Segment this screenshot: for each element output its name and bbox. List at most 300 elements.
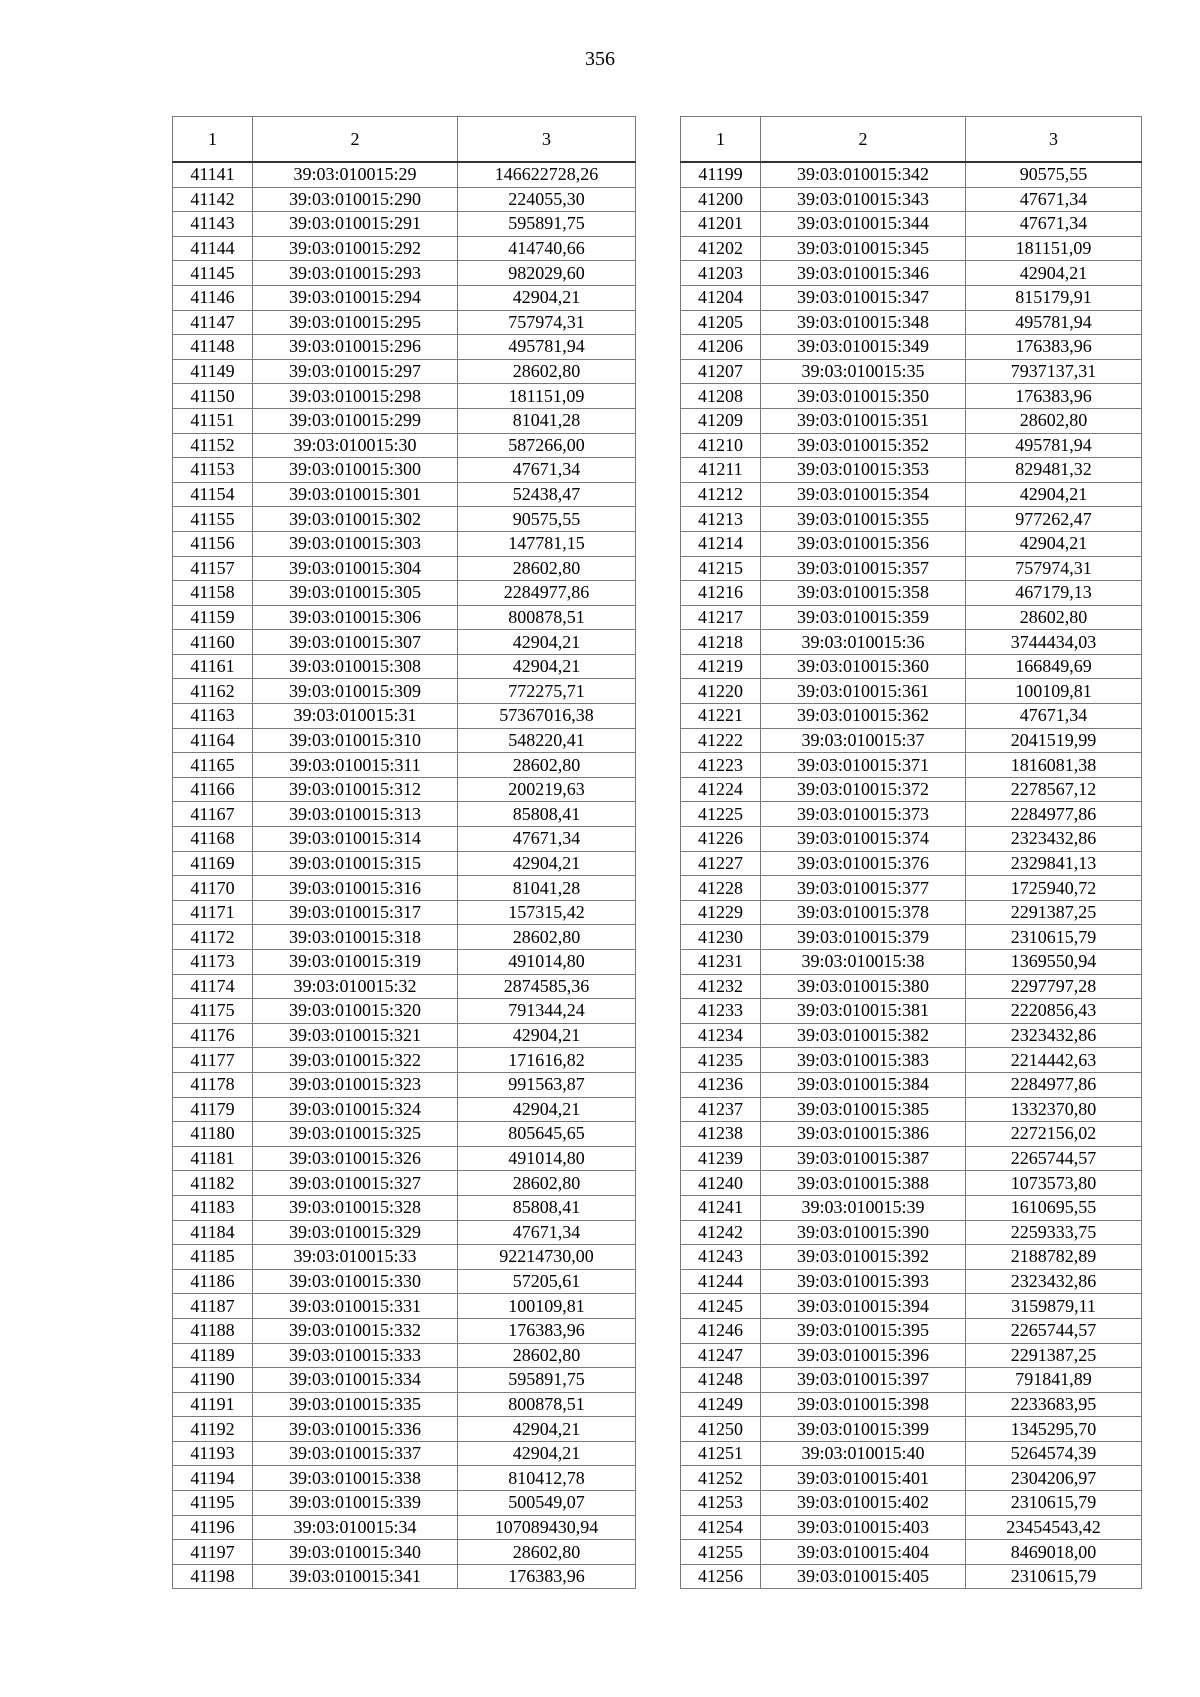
row-number: 41227 — [681, 851, 761, 876]
table-row — [681, 408, 1142, 433]
row-number: 41158 — [173, 581, 253, 606]
table-row — [681, 1097, 1142, 1122]
cadastral-value: 2304206,97 — [966, 1466, 1142, 1491]
cadastral-number: 39:03:010015:319 — [253, 950, 458, 975]
cadastral-value: 587266,00 — [458, 433, 636, 458]
row-number: 41239 — [681, 1146, 761, 1171]
cadastral-number: 39:03:010015:304 — [253, 556, 458, 581]
cadastral-number: 39:03:010015:377 — [761, 876, 966, 901]
cadastral-number: 39:03:010015:381 — [761, 999, 966, 1024]
table-row — [681, 802, 1142, 827]
cadastral-number: 39:03:010015:300 — [253, 458, 458, 483]
row-number: 41222 — [681, 728, 761, 753]
cadastral-number: 39:03:010015:371 — [761, 753, 966, 778]
cadastral-number: 39:03:010015:39 — [761, 1195, 966, 1220]
row-number: 41219 — [681, 654, 761, 679]
row-number: 41212 — [681, 482, 761, 507]
column-header: 1 — [173, 117, 253, 163]
table-row — [173, 950, 636, 975]
cadastral-value: 176383,96 — [458, 1564, 636, 1589]
cadastral-value: 2265744,57 — [966, 1318, 1142, 1343]
cadastral-value: 2310615,79 — [966, 1491, 1142, 1516]
table-row — [173, 704, 636, 729]
cadastral-value: 107089430,94 — [458, 1515, 636, 1540]
row-number: 41254 — [681, 1515, 761, 1540]
cadastral-value: 28602,80 — [458, 925, 636, 950]
table-row — [173, 1540, 636, 1565]
cadastral-number: 39:03:010015:405 — [761, 1564, 966, 1589]
cadastral-number: 39:03:010015:322 — [253, 1048, 458, 1073]
cadastral-value: 100109,81 — [966, 679, 1142, 704]
cadastral-number: 39:03:010015:312 — [253, 777, 458, 802]
table-row — [173, 335, 636, 360]
cadastral-value: 800878,51 — [458, 605, 636, 630]
cadastral-value: 181151,09 — [966, 236, 1142, 261]
row-number: 41201 — [681, 212, 761, 237]
column-header: 1 — [681, 117, 761, 163]
cadastral-value: 495781,94 — [458, 335, 636, 360]
row-number: 41184 — [173, 1220, 253, 1245]
cadastral-value: 81041,28 — [458, 876, 636, 901]
row-number: 41207 — [681, 359, 761, 384]
row-number: 41151 — [173, 408, 253, 433]
row-number: 41166 — [173, 777, 253, 802]
cadastral-number: 39:03:010015:33 — [253, 1245, 458, 1270]
row-number: 41185 — [173, 1245, 253, 1270]
table-row — [173, 974, 636, 999]
cadastral-value: 42904,21 — [458, 654, 636, 679]
cadastral-number: 39:03:010015:383 — [761, 1048, 966, 1073]
cadastral-number: 39:03:010015:374 — [761, 827, 966, 852]
row-number: 41173 — [173, 950, 253, 975]
row-number: 41249 — [681, 1392, 761, 1417]
row-number: 41215 — [681, 556, 761, 581]
table-row — [681, 999, 1142, 1024]
cadastral-value: 1345295,70 — [966, 1417, 1142, 1442]
table-row — [681, 900, 1142, 925]
cadastral-value: 47671,34 — [458, 827, 636, 852]
cadastral-number: 39:03:010015:348 — [761, 310, 966, 335]
cadastral-value: 2323432,86 — [966, 1269, 1142, 1294]
row-number: 41162 — [173, 679, 253, 704]
cadastral-number: 39:03:010015:34 — [253, 1515, 458, 1540]
row-number: 41236 — [681, 1072, 761, 1097]
cadastral-value: 2297797,28 — [966, 974, 1142, 999]
cadastral-number: 39:03:010015:328 — [253, 1195, 458, 1220]
table-row — [681, 925, 1142, 950]
table-row — [173, 1245, 636, 1270]
cadastral-number: 39:03:010015:298 — [253, 384, 458, 409]
cadastral-value: 28602,80 — [458, 1540, 636, 1565]
row-number: 41256 — [681, 1564, 761, 1589]
cadastral-value: 57367016,38 — [458, 704, 636, 729]
table-row — [173, 1564, 636, 1589]
table-row — [681, 704, 1142, 729]
cadastral-value: 467179,13 — [966, 581, 1142, 606]
table-row — [681, 1318, 1142, 1343]
table-row — [173, 162, 636, 187]
table-row — [173, 581, 636, 606]
row-number: 41143 — [173, 212, 253, 237]
table-row — [681, 1368, 1142, 1393]
cadastral-number: 39:03:010015:384 — [761, 1072, 966, 1097]
cadastral-value: 2214442,63 — [966, 1048, 1142, 1073]
table-row — [173, 1466, 636, 1491]
cadastral-number: 39:03:010015:338 — [253, 1466, 458, 1491]
row-number: 41255 — [681, 1540, 761, 1565]
cadastral-number: 39:03:010015:392 — [761, 1245, 966, 1270]
table-row — [681, 728, 1142, 753]
cadastral-number: 39:03:010015:314 — [253, 827, 458, 852]
cadastral-value: 1610695,55 — [966, 1195, 1142, 1220]
row-number: 41218 — [681, 630, 761, 655]
cadastral-value: 5264574,39 — [966, 1441, 1142, 1466]
cadastral-value: 100109,81 — [458, 1294, 636, 1319]
cadastral-value: 2220856,43 — [966, 999, 1142, 1024]
table-row — [173, 1195, 636, 1220]
table-row — [173, 1392, 636, 1417]
cadastral-number: 39:03:010015:324 — [253, 1097, 458, 1122]
cadastral-number: 39:03:010015:386 — [761, 1122, 966, 1147]
cadastral-number: 39:03:010015:325 — [253, 1122, 458, 1147]
row-number: 41196 — [173, 1515, 253, 1540]
table-row — [173, 482, 636, 507]
cadastral-value: 42904,21 — [458, 285, 636, 310]
table-row — [681, 679, 1142, 704]
row-number: 41147 — [173, 310, 253, 335]
cadastral-value: 157315,42 — [458, 900, 636, 925]
cadastral-number: 39:03:010015:396 — [761, 1343, 966, 1368]
table-row — [681, 1417, 1142, 1442]
cadastral-number: 39:03:010015:333 — [253, 1343, 458, 1368]
table-row — [681, 1171, 1142, 1196]
row-number: 41234 — [681, 1023, 761, 1048]
table-row — [173, 1048, 636, 1073]
table-row — [681, 359, 1142, 384]
cadastral-value: 491014,80 — [458, 950, 636, 975]
cadastral-value: 42904,21 — [458, 1097, 636, 1122]
cadastral-number: 39:03:010015:356 — [761, 531, 966, 556]
cadastral-value: 829481,32 — [966, 458, 1142, 483]
cadastral-value: 1369550,94 — [966, 950, 1142, 975]
row-number: 41203 — [681, 261, 761, 286]
row-number: 41157 — [173, 556, 253, 581]
row-number: 41154 — [173, 482, 253, 507]
table-row — [173, 851, 636, 876]
row-number: 41205 — [681, 310, 761, 335]
table-row — [681, 1564, 1142, 1589]
row-number: 41198 — [173, 1564, 253, 1589]
row-number: 41187 — [173, 1294, 253, 1319]
table-row — [681, 556, 1142, 581]
cadastral-number: 39:03:010015:387 — [761, 1146, 966, 1171]
table-row — [681, 851, 1142, 876]
table-row — [173, 187, 636, 212]
cadastral-value: 166849,69 — [966, 654, 1142, 679]
cadastral-number: 39:03:010015:35 — [761, 359, 966, 384]
cadastral-number: 39:03:010015:38 — [761, 950, 966, 975]
cadastral-value: 810412,78 — [458, 1466, 636, 1491]
cadastral-number: 39:03:010015:341 — [253, 1564, 458, 1589]
cadastral-number: 39:03:010015:399 — [761, 1417, 966, 1442]
row-number: 41186 — [173, 1269, 253, 1294]
row-number: 41191 — [173, 1392, 253, 1417]
table-row — [173, 1515, 636, 1540]
table-row — [681, 1048, 1142, 1073]
cadastral-value: 991563,87 — [458, 1072, 636, 1097]
row-number: 41242 — [681, 1220, 761, 1245]
cadastral-number: 39:03:010015:390 — [761, 1220, 966, 1245]
cadastral-value: 171616,82 — [458, 1048, 636, 1073]
table-row — [173, 999, 636, 1024]
row-number: 41202 — [681, 236, 761, 261]
row-number: 41228 — [681, 876, 761, 901]
cadastral-value: 791344,24 — [458, 999, 636, 1024]
table-row — [173, 827, 636, 852]
table-row — [173, 531, 636, 556]
table-row — [681, 1245, 1142, 1270]
row-number: 41144 — [173, 236, 253, 261]
row-number: 41150 — [173, 384, 253, 409]
row-number: 41229 — [681, 900, 761, 925]
row-number: 41199 — [681, 162, 761, 187]
cadastral-number: 39:03:010015:351 — [761, 408, 966, 433]
cadastral-number: 39:03:010015:29 — [253, 162, 458, 187]
cadastral-number: 39:03:010015:293 — [253, 261, 458, 286]
cadastral-number: 39:03:010015:342 — [761, 162, 966, 187]
cadastral-number: 39:03:010015:353 — [761, 458, 966, 483]
table-row — [173, 605, 636, 630]
cadastral-number: 39:03:010015:294 — [253, 285, 458, 310]
cadastral-number: 39:03:010015:395 — [761, 1318, 966, 1343]
row-number: 41197 — [173, 1540, 253, 1565]
cadastral-number: 39:03:010015:345 — [761, 236, 966, 261]
row-number: 41245 — [681, 1294, 761, 1319]
row-number: 41235 — [681, 1048, 761, 1073]
cadastral-number: 39:03:010015:37 — [761, 728, 966, 753]
row-number: 41217 — [681, 605, 761, 630]
table-row — [681, 1195, 1142, 1220]
cadastral-value: 47671,34 — [458, 1220, 636, 1245]
cadastral-number: 39:03:010015:401 — [761, 1466, 966, 1491]
cadastral-number: 39:03:010015:31 — [253, 704, 458, 729]
cadastral-number: 39:03:010015:340 — [253, 1540, 458, 1565]
cadastral-value: 28602,80 — [458, 753, 636, 778]
table-row — [681, 433, 1142, 458]
table-row — [681, 1466, 1142, 1491]
cadastral-number: 39:03:010015:339 — [253, 1491, 458, 1516]
row-number: 41178 — [173, 1072, 253, 1097]
table-row — [681, 1072, 1142, 1097]
table-row — [173, 1417, 636, 1442]
cadastral-value: 47671,34 — [966, 187, 1142, 212]
row-number: 41142 — [173, 187, 253, 212]
table-row — [173, 728, 636, 753]
row-number: 41152 — [173, 433, 253, 458]
cadastral-value: 28602,80 — [966, 408, 1142, 433]
table-row — [681, 1220, 1142, 1245]
table-row — [681, 1343, 1142, 1368]
header-row — [681, 117, 1142, 163]
cadastral-number: 39:03:010015:336 — [253, 1417, 458, 1442]
cadastral-value: 92214730,00 — [458, 1245, 636, 1270]
table-row — [681, 581, 1142, 606]
cadastral-number: 39:03:010015:354 — [761, 482, 966, 507]
table-row — [173, 236, 636, 261]
row-number: 41208 — [681, 384, 761, 409]
row-number: 41182 — [173, 1171, 253, 1196]
table-row — [173, 1023, 636, 1048]
cadastral-number: 39:03:010015:334 — [253, 1368, 458, 1393]
cadastral-value: 2233683,95 — [966, 1392, 1142, 1417]
table-row — [681, 261, 1142, 286]
cadastral-value: 757974,31 — [966, 556, 1142, 581]
table-row — [681, 1269, 1142, 1294]
cadastral-value: 81041,28 — [458, 408, 636, 433]
row-number: 41206 — [681, 335, 761, 360]
cadastral-number: 39:03:010015:32 — [253, 974, 458, 999]
row-number: 41221 — [681, 704, 761, 729]
cadastral-number: 39:03:010015:355 — [761, 507, 966, 532]
cadastral-number: 39:03:010015:361 — [761, 679, 966, 704]
table-row — [681, 482, 1142, 507]
cadastral-value: 42904,21 — [458, 1417, 636, 1442]
row-number: 41209 — [681, 408, 761, 433]
cadastral-number: 39:03:010015:316 — [253, 876, 458, 901]
table-row — [681, 1122, 1142, 1147]
row-number: 41240 — [681, 1171, 761, 1196]
cadastral-value: 42904,21 — [966, 482, 1142, 507]
table-row — [173, 900, 636, 925]
table-row — [173, 630, 636, 655]
row-number: 41155 — [173, 507, 253, 532]
cadastral-value: 495781,94 — [966, 433, 1142, 458]
table-row — [173, 802, 636, 827]
table-row — [173, 1491, 636, 1516]
table-row — [681, 950, 1142, 975]
cadastral-value: 147781,15 — [458, 531, 636, 556]
cadastral-number: 39:03:010015:385 — [761, 1097, 966, 1122]
cadastral-value: 42904,21 — [458, 630, 636, 655]
table-row — [173, 1072, 636, 1097]
cadastral-value: 90575,55 — [966, 162, 1142, 187]
table-row — [173, 1368, 636, 1393]
row-number: 41220 — [681, 679, 761, 704]
table-row — [173, 433, 636, 458]
cadastral-number: 39:03:010015:307 — [253, 630, 458, 655]
column-header: 2 — [761, 117, 966, 163]
table-row — [681, 285, 1142, 310]
cadastral-value: 176383,96 — [458, 1318, 636, 1343]
cadastral-value: 8469018,00 — [966, 1540, 1142, 1565]
cadastral-number: 39:03:010015:297 — [253, 359, 458, 384]
cadastral-number: 39:03:010015:299 — [253, 408, 458, 433]
cadastral-value: 28602,80 — [966, 605, 1142, 630]
table-row — [681, 1540, 1142, 1565]
row-number: 41170 — [173, 876, 253, 901]
row-number: 41179 — [173, 1097, 253, 1122]
row-number: 41200 — [681, 187, 761, 212]
table-row — [173, 1146, 636, 1171]
row-number: 41163 — [173, 704, 253, 729]
table-row — [173, 1441, 636, 1466]
row-number: 41244 — [681, 1269, 761, 1294]
cadastral-value: 2310615,79 — [966, 1564, 1142, 1589]
row-number: 41175 — [173, 999, 253, 1024]
row-number: 41172 — [173, 925, 253, 950]
cadastral-value: 224055,30 — [458, 187, 636, 212]
row-number: 41141 — [173, 162, 253, 187]
cadastral-number: 39:03:010015:308 — [253, 654, 458, 679]
cadastral-value: 181151,09 — [458, 384, 636, 409]
cadastral-number: 39:03:010015:362 — [761, 704, 966, 729]
row-number: 41156 — [173, 531, 253, 556]
table-row — [681, 777, 1142, 802]
cadastral-number: 39:03:010015:382 — [761, 1023, 966, 1048]
table-row — [681, 212, 1142, 237]
row-number: 41246 — [681, 1318, 761, 1343]
row-number: 41148 — [173, 335, 253, 360]
cadastral-value: 3159879,11 — [966, 1294, 1142, 1319]
cadastral-value: 2041519,99 — [966, 728, 1142, 753]
cadastral-value: 146622728,26 — [458, 162, 636, 187]
table-row — [681, 630, 1142, 655]
table-row — [173, 507, 636, 532]
cadastral-number: 39:03:010015:326 — [253, 1146, 458, 1171]
cadastral-value: 28602,80 — [458, 359, 636, 384]
table-row — [173, 1318, 636, 1343]
table-row — [681, 1294, 1142, 1319]
row-number: 41204 — [681, 285, 761, 310]
cadastral-number: 39:03:010015:302 — [253, 507, 458, 532]
cadastral-number: 39:03:010015:337 — [253, 1441, 458, 1466]
row-number: 41146 — [173, 285, 253, 310]
row-number: 41183 — [173, 1195, 253, 1220]
row-number: 41153 — [173, 458, 253, 483]
cadastral-number: 39:03:010015:295 — [253, 310, 458, 335]
cadastral-value: 815179,91 — [966, 285, 1142, 310]
cadastral-number: 39:03:010015:323 — [253, 1072, 458, 1097]
table-row — [173, 261, 636, 286]
cadastral-value: 772275,71 — [458, 679, 636, 704]
table-row — [173, 1122, 636, 1147]
table-row — [681, 162, 1142, 187]
table-row — [681, 507, 1142, 532]
table-row — [681, 1515, 1142, 1540]
cadastral-value: 1816081,38 — [966, 753, 1142, 778]
table-row — [681, 384, 1142, 409]
cadastral-value: 1073573,80 — [966, 1171, 1142, 1196]
table-row — [173, 212, 636, 237]
table-row — [681, 876, 1142, 901]
row-number: 41190 — [173, 1368, 253, 1393]
row-number: 41180 — [173, 1122, 253, 1147]
row-number: 41214 — [681, 531, 761, 556]
table-row — [681, 1491, 1142, 1516]
row-number: 41233 — [681, 999, 761, 1024]
right-table — [680, 116, 1142, 1589]
cadastral-number: 39:03:010015:303 — [253, 531, 458, 556]
cadastral-number: 39:03:010015:350 — [761, 384, 966, 409]
row-number: 41165 — [173, 753, 253, 778]
cadastral-number: 39:03:010015:30 — [253, 433, 458, 458]
cadastral-number: 39:03:010015:329 — [253, 1220, 458, 1245]
cadastral-number: 39:03:010015:394 — [761, 1294, 966, 1319]
cadastral-number: 39:03:010015:309 — [253, 679, 458, 704]
cadastral-value: 42904,21 — [966, 261, 1142, 286]
cadastral-value: 28602,80 — [458, 1343, 636, 1368]
table-row — [681, 531, 1142, 556]
